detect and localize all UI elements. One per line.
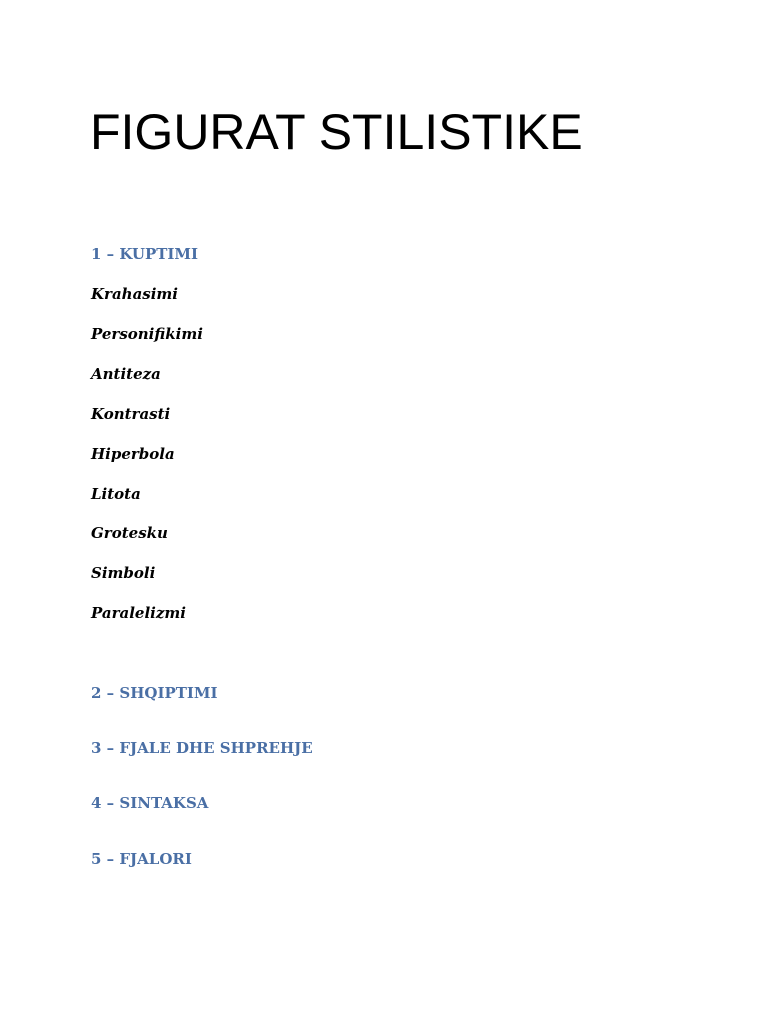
list-item: Hiperbola [91,445,175,463]
list-item: Simboli [91,564,156,582]
list-item: Personifikimi [91,325,203,343]
list-item: Litota [91,485,141,503]
section-heading-shqiptimi: 2 – SHQIPTIMI [91,684,218,702]
section-heading-kuptimi: 1 – KUPTIMI [91,245,199,263]
section-heading-fjale-dhe-shprehje: 3 – FJALE DHE SHPREHJE [91,739,313,757]
list-item: Antiteza [91,365,161,383]
list-item: Kontrasti [91,405,171,423]
list-item: Paralelizmi [91,604,186,622]
document-title: FIGURAT STILISTIKE [90,104,583,160]
list-item: Krahasimi [91,285,178,303]
section-heading-fjalori: 5 – FJALORI [91,850,192,868]
list-item: Grotesku [91,524,168,542]
section-heading-sintaksa: 4 – SINTAKSA [91,794,209,812]
